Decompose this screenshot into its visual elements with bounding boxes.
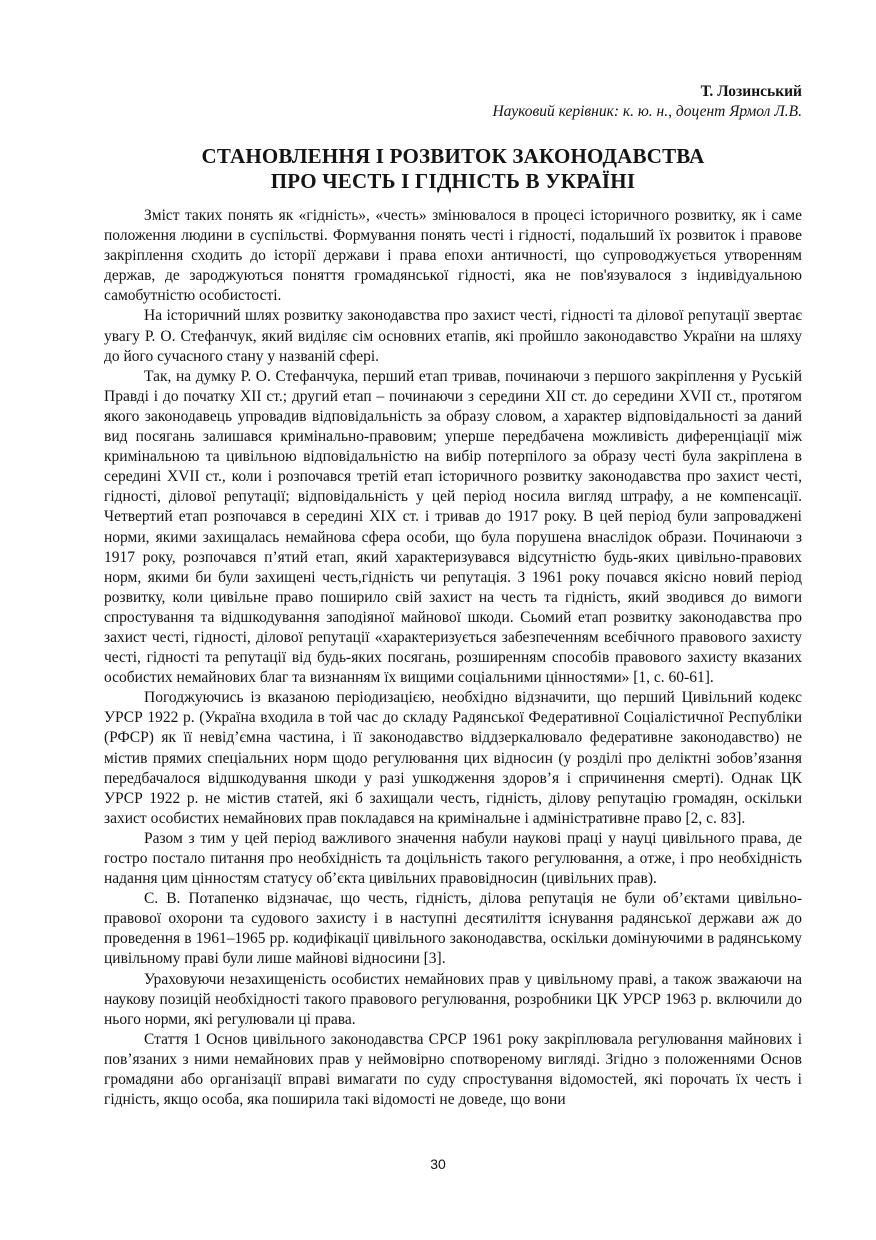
title-line-2: ПРО ЧЕСТЬ І ГІДНІСТЬ В УКРАЇНІ (270, 169, 636, 193)
article-title (104, 144, 802, 194)
paragraph: Ураховуючи незахищеність особистих немайнових прав у цивільному праві, а також зважаючи на наукову позицій необхідності такого правового регулювання, розробники ЦК УРСР 1963 р. включили до нього норми, які регулювали ці права. (104, 970, 802, 1028)
paragraph: На історичний шлях розвитку законодавства про захист честі, гідності та ділової репутації звертає увагу Р. О. Стефанчук, який виділяє сім основних етапів, які пройшло законодавство України на шляху до його сучасного стану у названій сфері. (104, 307, 802, 365)
paragraph: Разом з тим у цей період важливого значення набули наукові праці у науці цивільного права, де гостро постало питання про необхідність та доцільність такого регулювання, а отже, і про необхідність надання цим цінностям статусу об’єкта цивільних правовідносин (цивільних прав). (104, 829, 802, 888)
article-body (104, 206, 802, 1110)
paragraph: Погоджуючись із вказаною періодизацією, необхідно відзначити, що перший Цивільний кодекс УРСР 1922 р. (Україна входила в той час до складу Радянської Федеративної Соціалістичної Республіки (РФСР) як її невід’ємна частина, і її законодавство віддзеркалювало федеративне законодавство) не містив прямих спеціальних норм щодо регулювання цих відносин (у розділі про деліктні зобов’язання передбачалося відшкодування шкоди у разі ушкодження здоров’я і спричинення смерті). Однак ЦК УРСР 1922 р. не містив статей, які б захищали честь, гідність, ділову репутацію громадян, оскільки захист особистих немайнових прав покладався на кримінальне і адміністративне право [2, с. 83]. (104, 689, 802, 827)
scientific-advisor: Науковий керівник: к. ю. н., доцент Ярмол Л.В. (492, 103, 802, 120)
paragraph: Зміст таких понять як «гідність», «честь» змінювалося в процесі історичного розвитку, як і саме положення людини в суспільстві. Формування понять честі і гідності, подальший їх розвиток і правове закріплення сходить до історії держави і права епохи античності, що супроводжується утворенням держав, де зароджуються поняття громадянської гідності, яка не пов'язувалося з індивідуальною самобутністю особистості. (104, 207, 802, 305)
paragraph: Так, на думку Р. О. Стефанчука, перший етап тривав, починаючи з першого закріплення у Руській Правді і до початку XII ст.; другий етап – починаючи з середини XII ст. до середини XVII ст., протягом якого законодавець упровадив відповідальність за образу словом, а характер відповідальності за даний вид посягань залишався кримінально-правовим; уперше передбачена можливість диференціації між кримінальною та цивільною відповідальністю на вибір потерпілого за образу честі була закріплена в середині XVII ст., коли і розпочався третій етап історичного розвитку законодавства про захист честі, гідності, ділової репутації; відповідальність у цей період носила вигляд штрафу, а не компенсації. Четвертий етап розпочався в середині XIX ст. і тривав до 1917 року. В цей період були запроваджені норми, якими захищалась немайнова сфера особи, що була порушена внаслідок образи. Починаючи з 1917 року, розпочався п’ятий етап, який характеризувався відсутністю будь-яких цивільно-правових норм, якими би були захищені честь,гідність чи репутація. З 1961 року почався якісно новий період розвитку, коли цивільне право поширило свій захист на честь та гідність, який зводився до вимоги спростування та відшкодування заподіяної майнової шкоди. Сьомий етап розвитку законодавства про захист честі, гідності, ділової репутації «характеризується забезпеченням всебічного правового захисту честі, гідності та репутації від будь-яких посягань, розширенням способів правового захисту вказаних особистих немайнових благ та визнанням їх вищими соціальними цінностями» [1, с. 60-61]. (104, 367, 802, 687)
author-name: Т. Лозинський (700, 83, 802, 100)
paragraph: Стаття 1 Основ цивільного законодавства СРСР 1961 року закріплювала регулювання майнових і пов’язаних з ними немайнових прав у неймовірно спотвореному вигляді. Згідно з положеннями Основ громадяни або організації вправі вимагати по суду спростування відомостей, які порочать їх честь і гідність, якщо особа, яка поширила такі відомості не доведе, що вони (104, 1030, 802, 1109)
title-line-1: СТАНОВЛЕННЯ І РОЗВИТОК ЗАКОНОДАВСТВА (201, 144, 705, 168)
page-number: 30 (430, 1156, 446, 1172)
paragraph: С. В. Потапенко відзначає, що честь, гідність, ділова репутація не були об’єктами цивільно-правової охорони та судового захисту і в наступні десятиліття існування радянської держави аж до проведення в 1961–1965 рр. кодифікації цивільного законодавства, оскільки домінуючими в радянському цивільному праві були лише майнові відносини [3]. (104, 890, 802, 968)
